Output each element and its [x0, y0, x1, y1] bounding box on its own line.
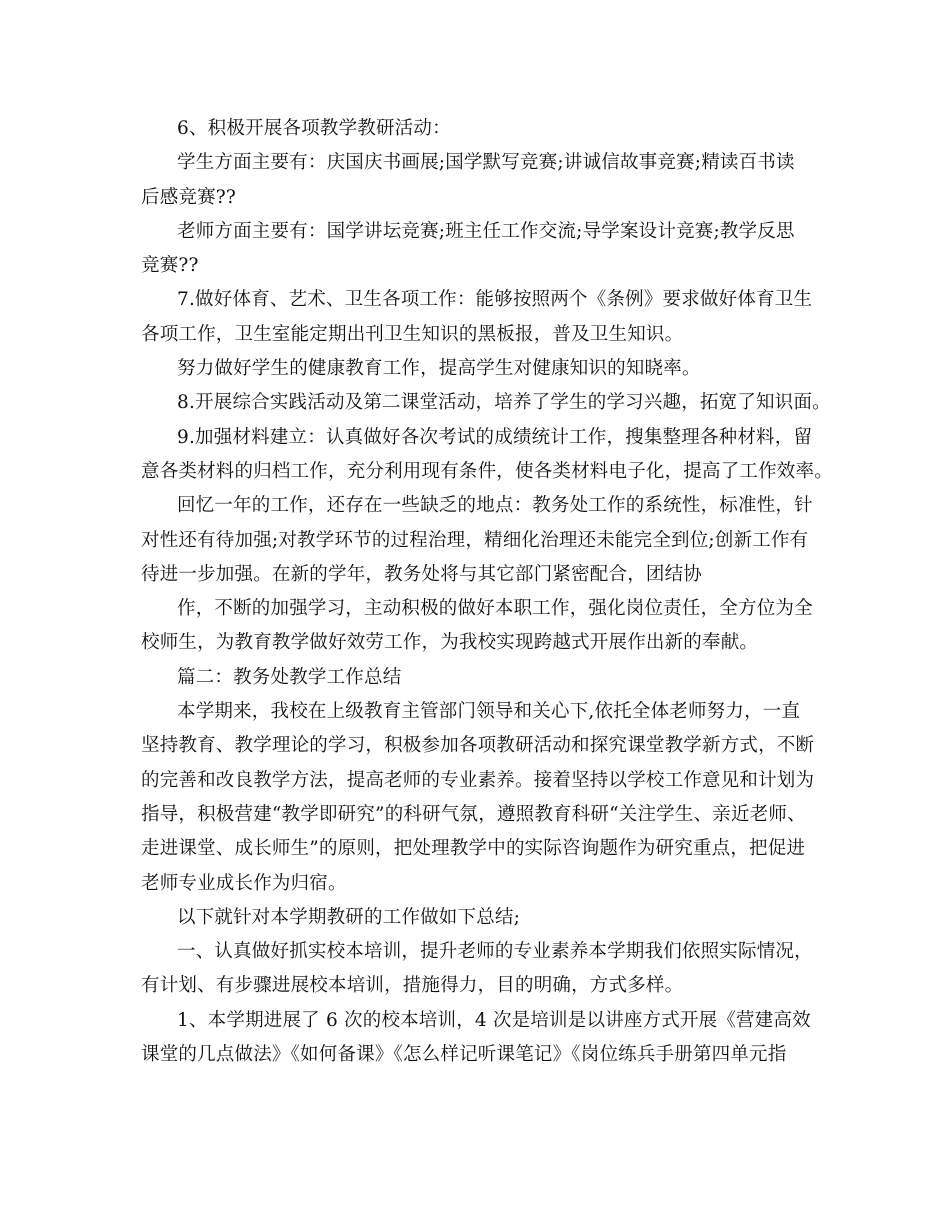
section-heading: 篇二：教务处教学工作总结	[177, 666, 402, 688]
text-line: 有计划、有步骤进展校本培训，措施得力，目的明确，方式多样。	[141, 975, 684, 997]
text-line: 1、本学期进展了 6 次的校本培训，4 次是培训是以讲座方式开展《营建高效	[177, 1009, 811, 1031]
text-line: 学生方面主要有：庆国庆书画展;国学默写竞赛;讲诚信故事竞赛;精读百书读	[177, 152, 795, 174]
text-line: 后感竞赛??	[141, 186, 237, 208]
text-line: 8.开展综合实践活动及第二课堂活动，培养了学生的学习兴趣，拓宽了知识面。	[177, 392, 831, 414]
text-line: 课堂的几点做法》《如何备课》《怎么样记听课笔记》《岗位练兵手册第四单元指	[141, 1044, 787, 1066]
text-line: 老师方面主要有：国学讲坛竞赛;班主任工作交流;导学案设计竞赛;教学反思	[177, 220, 795, 242]
text-line: 指导，积极营建“教学即研究”的科研气氛，遵照教育科研“关注学生、亲近老师、	[141, 803, 806, 825]
text-line: 一、认真做好抓实校本培训，提升老师的专业素养本学期我们依照实际情况，	[177, 941, 813, 963]
text-line: 9.加强材料建立：认真做好各次考试的成绩统计工作，搜集整理各种材料，留	[177, 426, 813, 448]
text-line: 对性还有待加强;对教学环节的过程治理，精细化治理还未能完全到位;创新工作有	[141, 529, 809, 551]
text-line: 老师专业成长作为归宿。	[141, 872, 347, 894]
text-line: 竞赛??	[141, 255, 199, 277]
text-line: 的完善和改良教学方法，提高老师的专业素养。接着坚持以学校工作意见和计划为	[141, 769, 815, 791]
text-line: 作，不断的加强学习，主动积极的做好本职工作，强化岗位责任，全方位为全	[177, 598, 813, 620]
text-line: 回忆一年的工作，还存在一些缺乏的地点：教务处工作的系统性，标准性，针	[177, 495, 813, 517]
text-line: 6、积极开展各项教学教研活动：	[177, 118, 451, 139]
text-line: 待进一步加强。在新的学年，教务处将与其它部门紧密配合，团结协	[141, 563, 703, 585]
text-line: 校师生，为教育教学做好效劳工作，为我校实现跨越式开展作出新的奉献。	[141, 632, 759, 654]
text-line: 意各类材料的归档工作，充分利用现有条件，使各类材料电子化，提高了工作效率。	[141, 460, 833, 482]
text-line: 努力做好学生的健康教育工作，提高学生对健康知识的知晓率。	[177, 358, 701, 380]
text-line: 以下就针对本学期教研的工作做如下总结;	[177, 906, 521, 928]
text-line: 各项工作，卫生室能定期出刊卫生知识的黑板报，普及卫生知识。	[141, 323, 684, 345]
document-body	[141, 112, 833, 1072]
text-line: 本学期来，我校在上级教育主管部门领导和关心下,依托全体老师努力，一直	[177, 701, 801, 723]
text-line: 7.做好体育、艺术、卫生各项工作：能够按照两个《条例》要求做好体育卫生	[177, 289, 813, 311]
text-line: 坚持教育、教学理论的学习，积极参加各项教研活动和探究课堂教学新方式，不断	[141, 735, 815, 757]
text-line: 走进课堂、成长师生”的原则，把处理教学中的实际咨询题作为研究重点，把促进	[141, 838, 806, 860]
